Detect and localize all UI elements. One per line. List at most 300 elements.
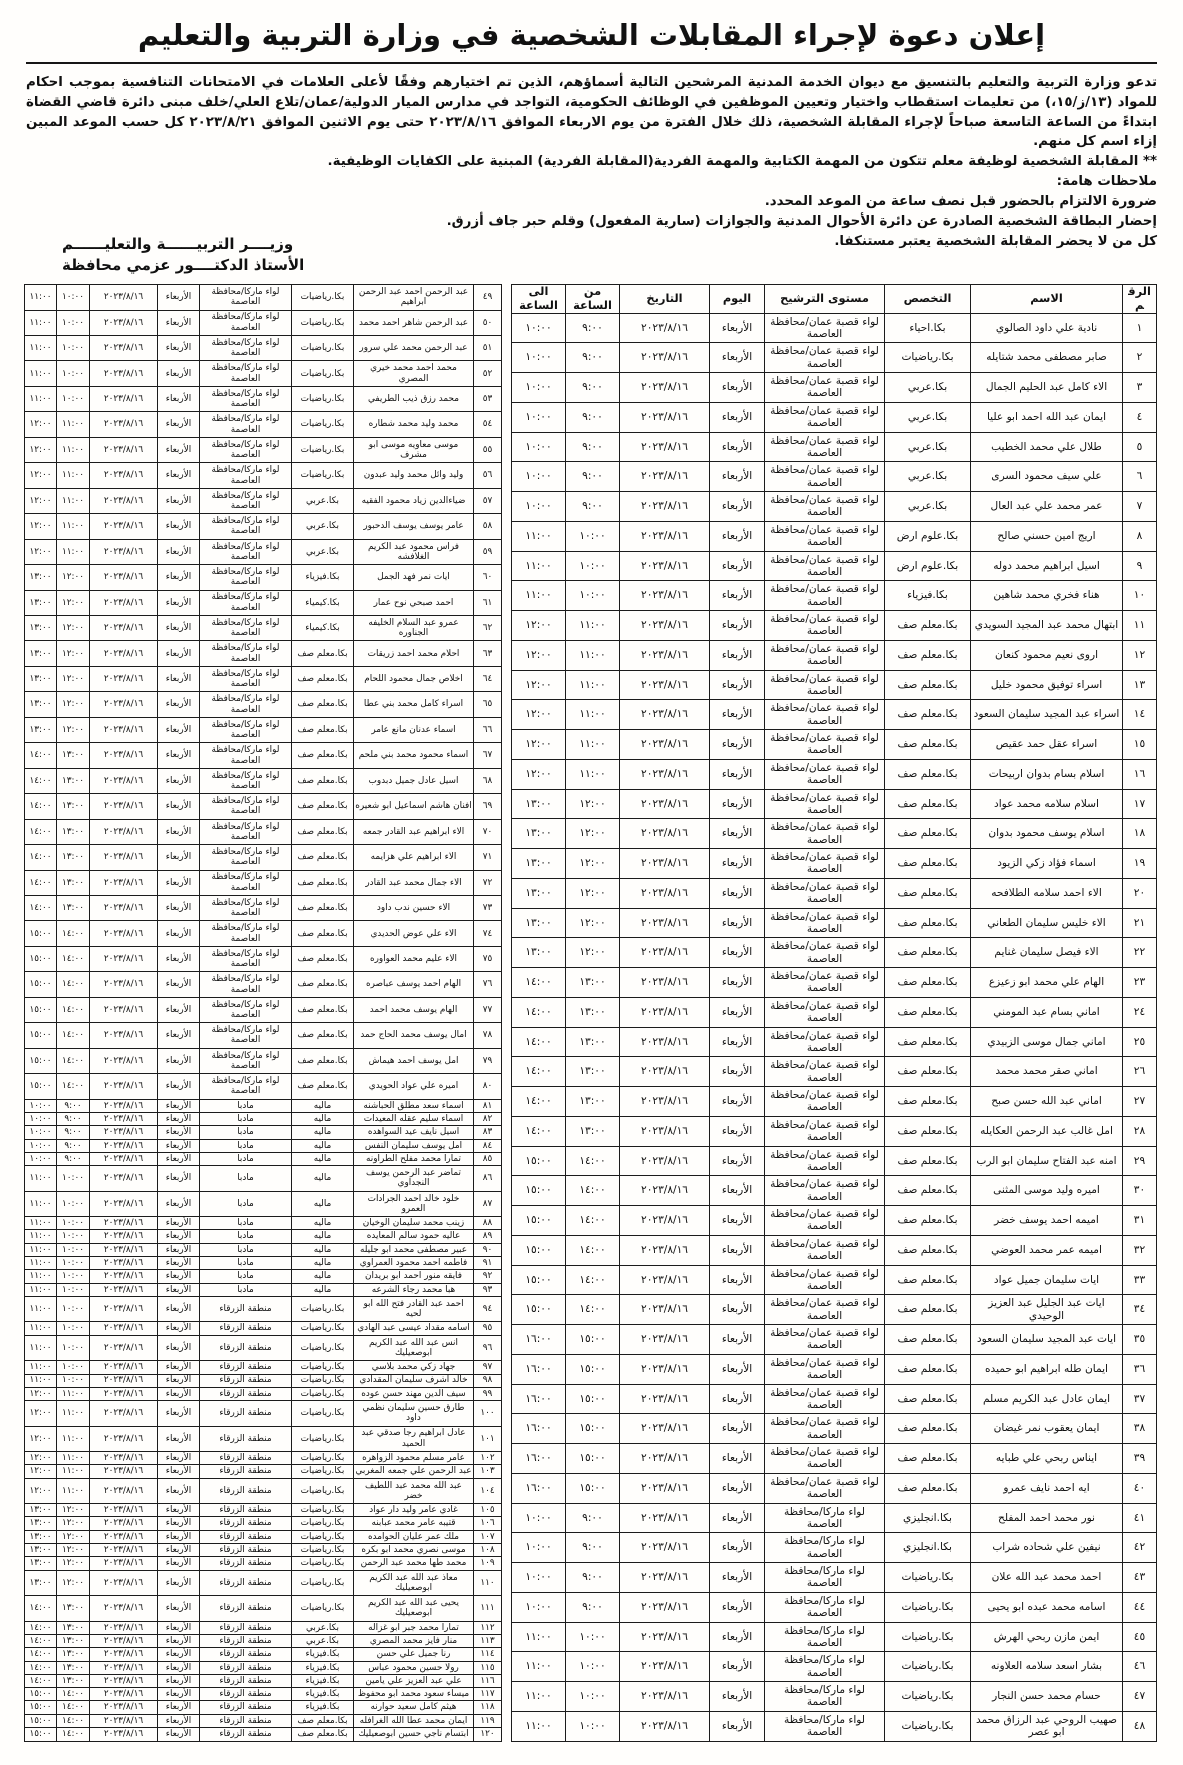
table-row: [512, 759, 1157, 789]
table-cell: الأربعاء: [158, 997, 200, 1022]
table-cell: مادبا: [200, 1139, 292, 1152]
table-cell: الأربعاء: [710, 789, 765, 819]
table-row: [512, 1235, 1157, 1265]
table-cell: بكا.رياضيات: [885, 1682, 971, 1712]
table-cell: ٢٠٢٣/٨/١٦: [90, 743, 158, 768]
table-cell: ماليه: [292, 1230, 354, 1243]
table-row: [25, 819, 502, 844]
table-cell: اميمه احمد يوسف خضر: [971, 1206, 1123, 1236]
table-cell: ٥٣: [474, 386, 502, 411]
table-cell: الأربعاء: [158, 616, 200, 641]
table-cell: بكا.معلم صف: [885, 968, 971, 998]
table-cell: ٦٥: [474, 692, 502, 717]
table-cell: نادية علي داود الصالوي: [971, 313, 1123, 343]
table-row: [25, 1270, 502, 1283]
table-cell: ٢٠٢٣/٨/١٦: [90, 565, 158, 590]
table-cell: ١١٧: [474, 1688, 502, 1701]
table-cell: ١٢:٠٠: [25, 463, 57, 488]
table-cell: ٢٠٢٣/٨/١٦: [620, 462, 710, 492]
table-row: [25, 1257, 502, 1270]
table-cell: منطقة الزرقاء: [200, 1530, 292, 1543]
table-row: [25, 1374, 502, 1387]
table-cell: ١٤:٠٠: [25, 768, 57, 793]
table-cell: ٨٧: [474, 1191, 502, 1216]
table-row: [512, 611, 1157, 641]
table-cell: محمد طها محمد عبد الرحمن: [354, 1557, 474, 1570]
table-row: [512, 789, 1157, 819]
table-cell: ٢٠٢٣/٨/١٦: [620, 849, 710, 879]
table-row: [25, 1648, 502, 1661]
table-cell: ٥٨: [474, 514, 502, 539]
table-cell: جهاد زكي محمد بلاسي: [354, 1361, 474, 1374]
table-cell: بكا.فيزياء: [292, 1674, 354, 1687]
table-cell: ١٢:٠٠: [25, 1401, 57, 1426]
table-cell: ١٠٢: [474, 1452, 502, 1465]
table-cell: ١٣:٠٠: [25, 1504, 57, 1517]
table-cell: لواء قصبة عمان/محافظة العاصمة: [765, 1176, 885, 1206]
table-cell: ١١:٠٠: [25, 386, 57, 411]
table-cell: منطقة الزرقاء: [200, 1688, 292, 1701]
table-cell: الأربعاء: [158, 1074, 200, 1099]
table-cell: ١٠: [1123, 581, 1157, 611]
table-cell: لواء ماركا/محافظة العاصمة: [200, 1074, 292, 1099]
table-cell: بكا.معلم صف: [885, 640, 971, 670]
table-cell: ١٢٠: [474, 1728, 502, 1742]
table-cell: عبد الرحمن شاهر احمد محمد: [354, 310, 474, 335]
table-cell: اسراء كامل محمد بني عطا: [354, 692, 474, 717]
table-cell: ١١:٠٠: [25, 1243, 57, 1256]
table-cell: ١٦:٠٠: [512, 1473, 566, 1503]
table-cell: ١٠:٠٠: [566, 1682, 620, 1712]
table-cell: ايات نمر فهد الجمل: [354, 565, 474, 590]
table-cell: ٢٠٢٣/٨/١٦: [620, 1116, 710, 1146]
table-cell: الأربعاء: [158, 1701, 200, 1714]
table-cell: ٢٠٢٣/٨/١٦: [90, 310, 158, 335]
table-cell: لواء ماركا/محافظة العاصمة: [765, 1682, 885, 1712]
table-cell: بكا.معلم صف: [292, 997, 354, 1022]
table-cell: ٢٠٢٣/٨/١٦: [620, 402, 710, 432]
table-cell: ١٢:٠٠: [25, 1387, 57, 1400]
table-cell: ١٠:٠٠: [25, 1139, 57, 1152]
table-cell: اسراء عبد المجيد سليمان السعود: [971, 700, 1123, 730]
table-cell: ٢٠٢٣/٨/١٦: [90, 1504, 158, 1517]
table-cell: ٦٨: [474, 768, 502, 793]
table-row: [25, 1361, 502, 1374]
table-cell: ماليه: [292, 1283, 354, 1296]
table-cell: ١٠:٠٠: [57, 1166, 90, 1191]
table-cell: ٢٠٢٣/٨/١٦: [90, 997, 158, 1022]
table-row: [512, 849, 1157, 879]
table-cell: ٢٠٢٣/٨/١٦: [620, 1444, 710, 1474]
table-cell: ١٤:٠٠: [57, 1048, 90, 1073]
note-line-1: ضرورة الالتزام بالحضور قبل نصف ساعة من الموعد المحدد.: [764, 193, 1157, 209]
table-cell: ٣٦: [1123, 1354, 1157, 1384]
table-cell: بكا.رياضيات: [292, 361, 354, 386]
table-cell: احمد عبد القادر فتح الله ابو لحيه: [354, 1296, 474, 1321]
table-cell: ٦: [1123, 462, 1157, 492]
table-cell: ٢٠٢٣/٨/١٦: [90, 1257, 158, 1270]
table-cell: ٩:٠٠: [57, 1126, 90, 1139]
table-cell: الأربعاء: [710, 1384, 765, 1414]
table-row: [25, 590, 502, 615]
table-cell: ١٣:٠٠: [57, 896, 90, 921]
table-cell: ١٠:٠٠: [57, 336, 90, 361]
table-cell: امنه عبد الفتاح سليمان ابو الرب: [971, 1146, 1123, 1176]
table-cell: لواء قصبة عمان/محافظة العاصمة: [765, 402, 885, 432]
table-cell: الأربعاء: [158, 1166, 200, 1191]
table-cell: ٢٠٢٣/٨/١٦: [620, 1563, 710, 1593]
table-cell: ١٣:٠٠: [25, 692, 57, 717]
table-cell: بكا.معلم صف: [292, 845, 354, 870]
table-cell: ٢٠٢٣/٨/١٦: [90, 1322, 158, 1335]
table-cell: لواء ماركا/محافظة العاصمة: [765, 1652, 885, 1682]
table-cell: ٢٠٢٣/٨/١٦: [620, 1414, 710, 1444]
table-cell: ١٣:٠٠: [25, 1570, 57, 1595]
table-cell: ١٣:٠٠: [25, 565, 57, 590]
table-cell: ١١:٠٠: [25, 1217, 57, 1230]
table-cell: محمد وليد محمد شطاره: [354, 412, 474, 437]
table-cell: ماليه: [292, 1257, 354, 1270]
table-cell: لواء قصبة عمان/محافظة العاصمة: [765, 1057, 885, 1087]
table-cell: ٩:٠٠: [57, 1099, 90, 1112]
table-cell: لواء ماركا/محافظة العاصمة: [200, 896, 292, 921]
table-cell: ايمان يعقوب نمر غيضان: [971, 1414, 1123, 1444]
table-cell: الأربعاء: [710, 1473, 765, 1503]
table-cell: الأربعاء: [158, 1661, 200, 1674]
table-cell: ٢٠٢٣/٨/١٦: [620, 1473, 710, 1503]
table-cell: ١١:٠٠: [25, 1166, 57, 1191]
table-cell: لواء ماركا/محافظة العاصمة: [200, 386, 292, 411]
table-row: [512, 462, 1157, 492]
table-cell: عبير مصطفى محمد ابو جليله: [354, 1243, 474, 1256]
table-cell: ماليه: [292, 1243, 354, 1256]
table-cell: ١٥:٠٠: [25, 1048, 57, 1073]
table-cell: ٧٣: [474, 896, 502, 921]
table-cell: ايناس ربحي علي طبايه: [971, 1444, 1123, 1474]
table-cell: بكا.معلم صف: [885, 878, 971, 908]
table-cell: ٤٦: [1123, 1652, 1157, 1682]
table-cell: الأربعاء: [710, 581, 765, 611]
table-cell: الأربعاء: [158, 590, 200, 615]
table-cell: بكا.رياضيات: [292, 1465, 354, 1478]
table-cell: بكا.رياضيات: [885, 1563, 971, 1593]
table-cell: الأربعاء: [158, 1621, 200, 1634]
table-row: [25, 1517, 502, 1530]
table-cell: منطقة الزرقاء: [200, 1621, 292, 1634]
table-cell: ٩:٠٠: [566, 1563, 620, 1593]
table-cell: لواء قصبة عمان/محافظة العاصمة: [765, 819, 885, 849]
table-cell: الأربعاء: [158, 514, 200, 539]
table-cell: ٢٠٢٣/٨/١٦: [620, 878, 710, 908]
table-cell: ١٢: [1123, 640, 1157, 670]
table-cell: ١٤:٠٠: [566, 1206, 620, 1236]
table-cell: ٩٠: [474, 1243, 502, 1256]
table-cell: بكا.فيزياء: [292, 1648, 354, 1661]
table-cell: منطقة الزرقاء: [200, 1517, 292, 1530]
table-cell: ٦٣: [474, 641, 502, 666]
table-cell: ٢: [1123, 343, 1157, 373]
table-cell: امل يوسف احمد هيماش: [354, 1048, 474, 1073]
table-row: [512, 938, 1157, 968]
table-cell: طارق حسين سليمان نظمي داود: [354, 1401, 474, 1426]
table-cell: بكا.معلم صف: [885, 611, 971, 641]
table-row: [25, 412, 502, 437]
table-cell: ٧: [1123, 492, 1157, 522]
table-cell: الأربعاء: [158, 845, 200, 870]
table-row: [25, 1387, 502, 1400]
table-cell: ١٥:٠٠: [566, 1325, 620, 1355]
table-cell: احمد صبحي نوح عمار: [354, 590, 474, 615]
table-cell: ٣٠: [1123, 1176, 1157, 1206]
table-cell: الأربعاء: [158, 641, 200, 666]
table-cell: مادبا: [200, 1166, 292, 1191]
table-cell: اماني صقر محمد محمد: [971, 1057, 1123, 1087]
table-cell: بكا.فيزياء: [885, 581, 971, 611]
table-cell: ٣٢: [1123, 1235, 1157, 1265]
table-cell: بكا.علوم ارض: [885, 551, 971, 581]
table-row: [512, 343, 1157, 373]
table-row: [512, 878, 1157, 908]
table-cell: بكا.رياضيات: [292, 1478, 354, 1503]
table-row: [512, 1592, 1157, 1622]
table-row: [25, 1452, 502, 1465]
table-cell: ١٢:٠٠: [25, 488, 57, 513]
table-cell: ٢٠٢٣/٨/١٦: [90, 1557, 158, 1570]
table-cell: ١٠:٠٠: [566, 1652, 620, 1682]
table-cell: بكا.رياضيات: [292, 1544, 354, 1557]
table-row: [25, 1661, 502, 1674]
table-cell: لواء قصبة عمان/محافظة العاصمة: [765, 759, 885, 789]
table-row: [512, 1265, 1157, 1295]
table-cell: بكا.معلم صف: [885, 849, 971, 879]
table-cell: لواء ماركا/محافظة العاصمة: [765, 1503, 885, 1533]
table-cell: ١٣:٠٠: [566, 968, 620, 998]
table-cell: ٢٥: [1123, 1027, 1157, 1057]
table-row: [25, 488, 502, 513]
table-cell: الأربعاء: [158, 1570, 200, 1595]
table-cell: ١٢:٠٠: [57, 641, 90, 666]
table-cell: الأربعاء: [710, 1325, 765, 1355]
table-cell: الاء ابراهيم علي هزايمه: [354, 845, 474, 870]
table-row: [25, 285, 502, 310]
table-cell: ١٠٥: [474, 1504, 502, 1517]
table-cell: بكا.معلم صف: [885, 759, 971, 789]
table-cell: ١٠:٠٠: [566, 1622, 620, 1652]
table-cell: ١٧: [1123, 789, 1157, 819]
table-cell: الأربعاء: [158, 1688, 200, 1701]
table-cell: الأربعاء: [158, 717, 200, 742]
table-cell: ١١:٠٠: [512, 521, 566, 551]
table-cell: بكا.معلم صف: [292, 1074, 354, 1099]
table-cell: ١٠:٠٠: [57, 285, 90, 310]
table-cell: ١٠:٠٠: [512, 313, 566, 343]
table-cell: ١١:٠٠: [512, 1711, 566, 1741]
table-cell: ٨٤: [474, 1139, 502, 1152]
table-cell: بكا.معلم صف: [885, 1146, 971, 1176]
table-cell: ٢٠٢٣/٨/١٦: [90, 1621, 158, 1634]
table-cell: لواء ماركا/محافظة العاصمة: [765, 1711, 885, 1741]
table-cell: ١٦:٠٠: [512, 1444, 566, 1474]
table-cell: ٢٠٢٣/٨/١٦: [620, 819, 710, 849]
table-cell: الأربعاء: [710, 700, 765, 730]
table-cell: ١٩: [1123, 849, 1157, 879]
table-cell: الأربعاء: [158, 1504, 200, 1517]
table-cell: الأربعاء: [710, 1027, 765, 1057]
table-cell: لواء قصبة عمان/محافظة العاصمة: [765, 521, 885, 551]
table-cell: ٩:٠٠: [566, 343, 620, 373]
table-cell: بكا.معلم صف: [885, 1325, 971, 1355]
table-cell: الأربعاء: [710, 759, 765, 789]
table-cell: ٨: [1123, 521, 1157, 551]
table-cell: لواء قصبة عمان/محافظة العاصمة: [765, 343, 885, 373]
table-cell: لواء قصبة عمان/محافظة العاصمة: [765, 1473, 885, 1503]
table-cell: صابر مصطفى محمد شتايله: [971, 343, 1123, 373]
table-cell: لواء ماركا/محافظة العاصمة: [200, 437, 292, 462]
table-row: [512, 1354, 1157, 1384]
table-cell: بكا.معلم صف: [885, 1027, 971, 1057]
table-row: [25, 1544, 502, 1557]
table-cell: الأربعاء: [158, 1452, 200, 1465]
table-cell: ٥٩: [474, 539, 502, 564]
table-cell: الأربعاء: [710, 1206, 765, 1236]
table-cell: الأربعاء: [158, 1401, 200, 1426]
table-cell: الأربعاء: [158, 946, 200, 971]
table-cell: ١٣:٠٠: [566, 1087, 620, 1117]
table-cell: ٢٠٢٣/٨/١٦: [90, 946, 158, 971]
table-cell: ٢٠٢٣/٨/١٦: [90, 819, 158, 844]
table-cell: بكا.رياضيات: [292, 1296, 354, 1321]
table-row: [512, 1533, 1157, 1563]
table-cell: هناء فخري محمد شاهين: [971, 581, 1123, 611]
table-cell: امل يوسف سليمان النفس: [354, 1139, 474, 1152]
table-cell: ايمان محمد عطا الله الغرافله: [354, 1714, 474, 1727]
signature-title: وزيــــر التربيــــــة والتعليــــــم: [62, 234, 294, 253]
table-cell: ماليه: [292, 1270, 354, 1283]
table-cell: ١١:٠٠: [566, 759, 620, 789]
table-cell: ١٦: [1123, 759, 1157, 789]
table-cell: ٢٠٢٣/٨/١٦: [620, 1265, 710, 1295]
table-cell: ١٢:٠٠: [566, 789, 620, 819]
table-cell: بكا.رياضيات: [292, 1335, 354, 1360]
table-cell: تمارا محمد جبر ابو غزاله: [354, 1621, 474, 1634]
table-cell: الاء خليس سليمان الطعاني: [971, 908, 1123, 938]
table-cell: عبد الله محمد عبد اللطيف خضر: [354, 1478, 474, 1503]
table-cell: ٢٠٢٣/٨/١٦: [90, 1361, 158, 1374]
table-cell: ١١:٠٠: [57, 1401, 90, 1426]
table-cell: بكا.معلم صف: [292, 946, 354, 971]
table-cell: لواء ماركا/محافظة العاصمة: [200, 616, 292, 641]
table-cell: بكا.رياضيات: [292, 412, 354, 437]
table-cell: لواء قصبة عمان/محافظة العاصمة: [765, 373, 885, 403]
table-cell: لواء قصبة عمان/محافظة العاصمة: [765, 1146, 885, 1176]
table-cell: ٢٠٢٣/٨/١٦: [620, 997, 710, 1027]
table-cell: اسامه محمد عبده ابو يحيى: [971, 1592, 1123, 1622]
table-cell: الأربعاء: [710, 968, 765, 998]
table-cell: بكا.معلم صف: [885, 670, 971, 700]
table-row: [512, 521, 1157, 551]
table-cell: الأربعاء: [710, 1414, 765, 1444]
table-cell: الاء ابراهيم عبد القادر جمعه: [354, 819, 474, 844]
table-cell: ١٣:٠٠: [57, 743, 90, 768]
table-cell: مادبا: [200, 1283, 292, 1296]
table-cell: لواء قصبة عمان/محافظة العاصمة: [765, 1027, 885, 1057]
table-cell: ٢٠: [1123, 878, 1157, 908]
table-cell: ١٢:٠٠: [57, 1570, 90, 1595]
table-cell: ٤٩: [474, 285, 502, 310]
table-cell: ١١:٠٠: [57, 463, 90, 488]
table-cell: لواء ماركا/محافظة العاصمة: [200, 845, 292, 870]
table-cell: الأربعاء: [710, 1057, 765, 1087]
table-cell: ١٠٩: [474, 1557, 502, 1570]
table-cell: الأربعاء: [158, 870, 200, 895]
table-cell: ١٣:٠٠: [57, 1621, 90, 1634]
table-cell: لواء ماركا/محافظة العاصمة: [200, 565, 292, 590]
table-cell: انس عبد الله عبد الكريم ابوصعيليك: [354, 1335, 474, 1360]
table-cell: ٤١: [1123, 1503, 1157, 1533]
table-cell: لواء قصبة عمان/محافظة العاصمة: [765, 432, 885, 462]
table-cell: بكا.عربي: [292, 1621, 354, 1634]
table-cell: منطقة الزرقاء: [200, 1374, 292, 1387]
table-cell: الأربعاء: [158, 1361, 200, 1374]
table-cell: ١٥:٠٠: [512, 1176, 566, 1206]
table-cell: ٢٠٢٣/٨/١٦: [90, 1243, 158, 1256]
table-cell: ٤٨: [1123, 1711, 1157, 1741]
table-cell: ١٠:٠٠: [512, 492, 566, 522]
table-cell: ٢٠٢٣/٨/١٦: [620, 1295, 710, 1325]
table-cell: ١٥:٠٠: [25, 1728, 57, 1742]
table-cell: ١٢:٠٠: [25, 1478, 57, 1503]
table-cell: ٩:٠٠: [566, 462, 620, 492]
table-cell: بكا.معلم صف: [292, 819, 354, 844]
table-row: [512, 1622, 1157, 1652]
table-cell: مادبا: [200, 1191, 292, 1216]
table-cell: ١٢:٠٠: [25, 514, 57, 539]
table-cell: ٢٠٢٣/٨/١٦: [90, 1648, 158, 1661]
table-cell: لواء ماركا/محافظة العاصمة: [200, 641, 292, 666]
table-cell: ١٦:٠٠: [512, 1325, 566, 1355]
table-cell: لواء ماركا/محافظة العاصمة: [200, 972, 292, 997]
table-cell: ماليه: [292, 1217, 354, 1230]
table-cell: ١٠:٠٠: [57, 1230, 90, 1243]
table-row: [512, 1384, 1157, 1414]
table-cell: اسماء سعد مطلق الحباشنه: [354, 1099, 474, 1112]
table-cell: ١٣:٠٠: [566, 997, 620, 1027]
table-row: [25, 361, 502, 386]
table-cell: لواء قصبة عمان/محافظة العاصمة: [765, 611, 885, 641]
table-cell: ماليه: [292, 1112, 354, 1125]
table-cell: ٩٥: [474, 1322, 502, 1335]
table-cell: الأربعاء: [710, 1116, 765, 1146]
table-cell: لواء قصبة عمان/محافظة العاصمة: [765, 640, 885, 670]
table-cell: رنا جميل علي حسن: [354, 1648, 474, 1661]
table-cell: ١٤:٠٠: [512, 997, 566, 1027]
table-row: [25, 1230, 502, 1243]
table-cell: لواء قصبة عمان/محافظة العاصمة: [765, 462, 885, 492]
table-cell: ٢٨: [1123, 1116, 1157, 1146]
table-cell: ٢٠٢٣/٨/١٦: [620, 1027, 710, 1057]
table-cell: ٣٨: [1123, 1414, 1157, 1444]
table-cell: منطقة الزرقاء: [200, 1596, 292, 1621]
column-header: اليوم: [710, 285, 765, 313]
table-cell: ١٠:٠٠: [25, 1099, 57, 1112]
table-cell: بكا.رياضيات: [292, 1426, 354, 1451]
table-cell: احمد محمد عبد الله علان: [971, 1563, 1123, 1593]
table-cell: ٢٠٢٣/٨/١٦: [90, 845, 158, 870]
table-row: [25, 1478, 502, 1503]
table-cell: ١٤:٠٠: [57, 972, 90, 997]
table-cell: الأربعاء: [710, 1176, 765, 1206]
table-cell: ١٥: [1123, 730, 1157, 760]
